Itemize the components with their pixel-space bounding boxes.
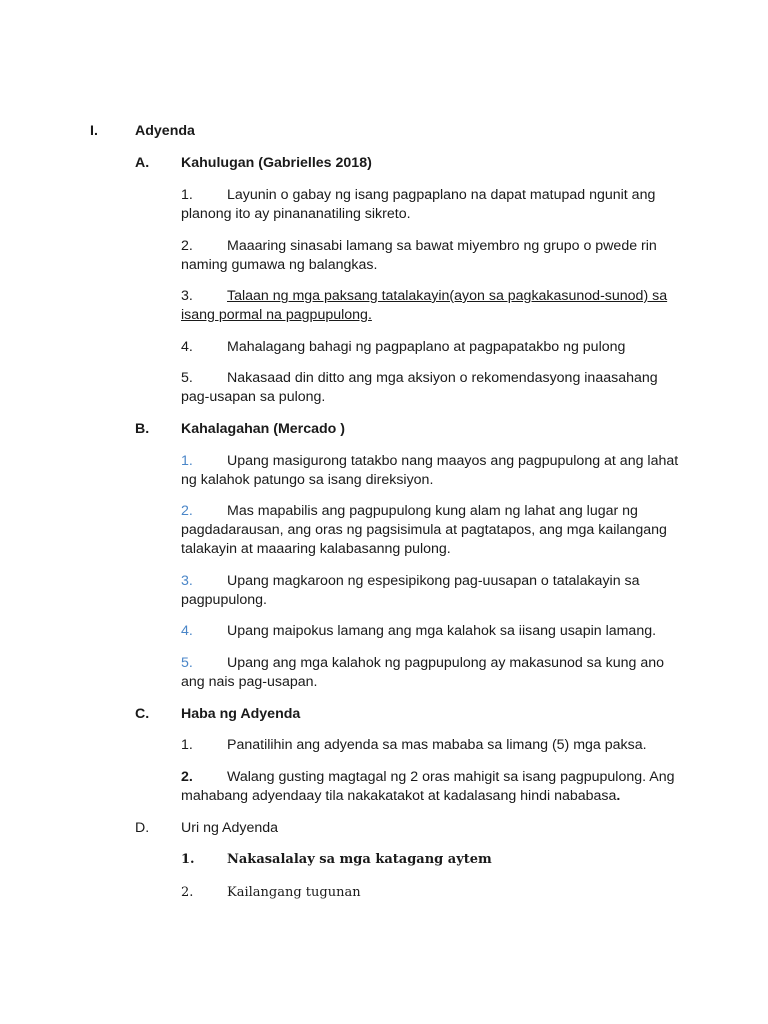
section-title: Adyenda bbox=[135, 123, 195, 139]
list-item-number: 2. bbox=[181, 885, 194, 900]
list-item bbox=[181, 287, 681, 325]
list-item bbox=[181, 452, 681, 490]
list-item bbox=[181, 622, 681, 641]
list-item-text: Mahalagang bahagi ng pagpaplano at pagpapatakbo ng pulong bbox=[227, 339, 626, 355]
list-item-number: 2. bbox=[181, 769, 193, 785]
list-item-number: 2. bbox=[181, 238, 193, 254]
list-item bbox=[181, 369, 681, 407]
list-item bbox=[181, 654, 681, 692]
list-item-number: 3. bbox=[181, 288, 193, 304]
list-item bbox=[181, 883, 681, 902]
list-item-number: 1. bbox=[181, 453, 193, 469]
list-item-end-mark: . bbox=[616, 788, 621, 804]
list-item-number: 1. bbox=[181, 187, 193, 203]
subsection-d-title: Uri ng Adyenda bbox=[181, 820, 279, 836]
list-item-number: 4. bbox=[181, 339, 193, 355]
list-item-text: Upang magkaroon ng espesipikong pag-uusapan o tatalakayin sa pagpupulong. bbox=[181, 573, 640, 608]
list-item-number: 2. bbox=[181, 503, 193, 519]
subsection-b-number: B. bbox=[135, 421, 150, 437]
list-item-text: Mas mapabilis ang pagpupulong kung alam ng lahat ang lugar ng pagdadarausan, ang oras ng pagsisimula at pagtatapos, ang mga kailangang talakayin at maaaring kalabasanng pulong. bbox=[181, 503, 667, 557]
list-item-text: Talaan ng mga paksang tatalakayin(ayon sa pagkakasunod-sunod) sa isang pormal na pagpupulong. bbox=[181, 288, 668, 323]
list-item-text: Upang masigurong tatakbo nang maayos ang pagpupulong at ang lahat ng kalahok patungo sa isang direksiyon. bbox=[181, 453, 679, 488]
list-item-number: 4. bbox=[181, 623, 193, 639]
list-item-text: Upang ang mga kalahok ng pagpupulong ay makasunod sa kung ano ang nais pag-usapan. bbox=[181, 655, 664, 690]
subsection-b-title: Kahalagahan (Mercado ) bbox=[181, 421, 345, 437]
section-number: I. bbox=[90, 123, 98, 139]
list-item bbox=[181, 186, 681, 224]
subsection-a-number: A. bbox=[135, 155, 150, 171]
list-item-text: Upang maipokus lamang ang mga kalahok sa iisang usapin lamang. bbox=[227, 623, 657, 639]
list-item-number: 3. bbox=[181, 573, 193, 589]
list-item-text: Nakasalalay sa mga katagang aytem bbox=[227, 852, 492, 867]
list-item-text: Walang gusting magtagal ng 2 oras mahigit sa isang pagpupulong. Ang mahabang adyendaay tila nakakatakot at kadalasang hindi nababasa bbox=[181, 769, 675, 804]
list-item bbox=[181, 572, 681, 610]
list-item bbox=[181, 502, 681, 559]
list-item bbox=[181, 768, 681, 806]
list-item bbox=[181, 850, 681, 869]
list-item-text: Kailangang tugunan bbox=[227, 885, 361, 900]
list-item-text: Maaaring sinasabi lamang sa bawat miyembro ng grupo o pwede rin naming gumawa ng balangkas. bbox=[181, 238, 657, 273]
list-item-number: 1. bbox=[181, 852, 195, 867]
subsection-d-number: D. bbox=[135, 820, 150, 836]
subsection-a-title: Kahulugan (Gabrielles 2018) bbox=[181, 155, 372, 171]
list-item bbox=[181, 237, 681, 275]
list-item bbox=[181, 338, 681, 357]
list-item-text: Panatilihin ang adyenda sa mas mababa sa limang (5) mga paksa. bbox=[227, 737, 647, 753]
subsection-c-title: Haba ng Adyenda bbox=[181, 706, 301, 722]
subsection-c-number: C. bbox=[135, 706, 150, 722]
list-item-text: Layunin o gabay ng isang pagpaplano na dapat matupad ngunit ang planong ito ay pinananatiling sikreto. bbox=[181, 187, 656, 222]
list-item bbox=[181, 736, 681, 755]
list-item-number: 5. bbox=[181, 370, 193, 386]
list-item-number: 1. bbox=[181, 737, 193, 753]
list-item-text: Nakasaad din ditto ang mga aksiyon o rekomendasyong inaasahang pag-usapan sa pulong. bbox=[181, 370, 658, 405]
list-item-number: 5. bbox=[181, 655, 193, 671]
